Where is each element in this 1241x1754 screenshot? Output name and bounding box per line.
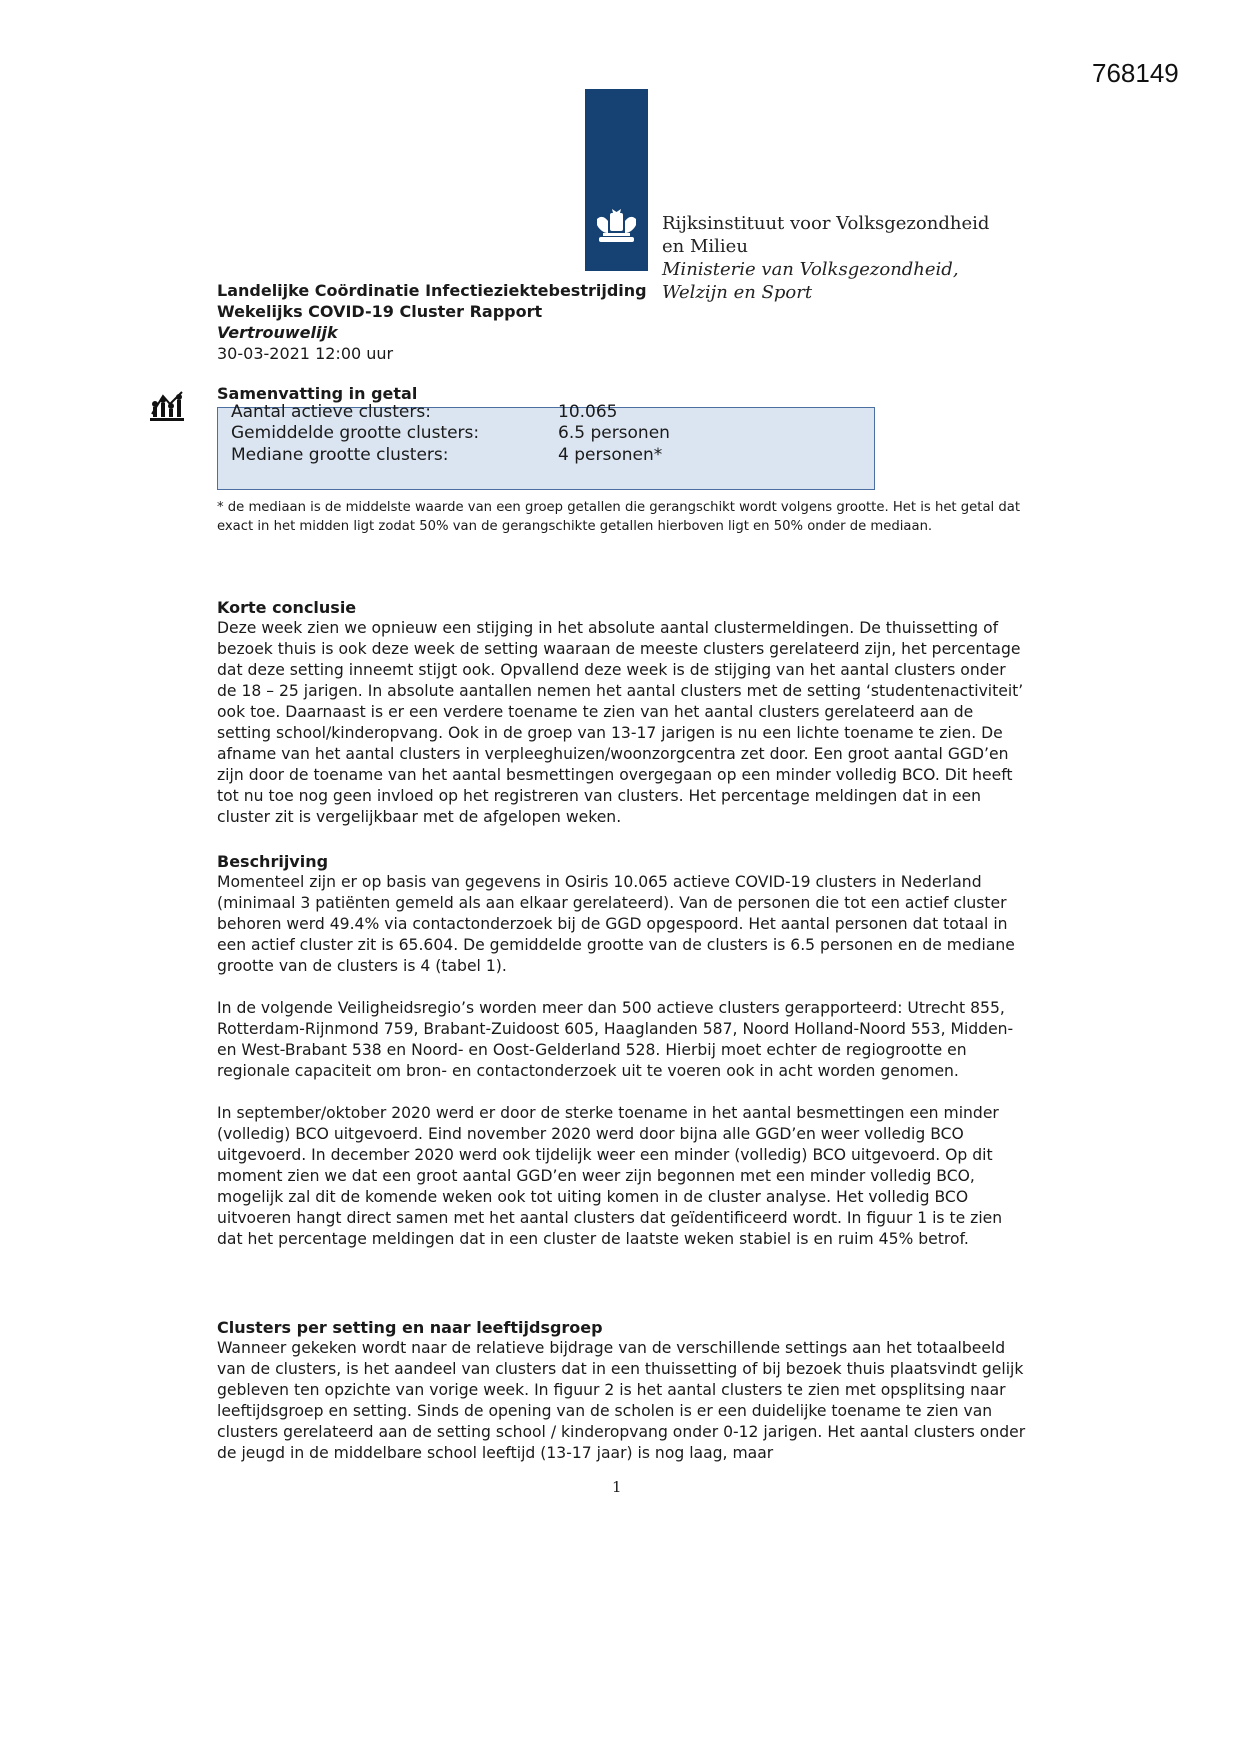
coat-of-arms-icon — [593, 207, 640, 249]
ministry-line: Ministerie van Volksgezondheid, — [662, 259, 959, 280]
summary-label: Aantal actieve clusters: — [231, 402, 431, 422]
summary-label: Gemiddelde grootte clusters: — [231, 423, 480, 443]
document-id: 768149 — [1092, 58, 1179, 88]
confidential-label: Vertrouwelijk — [217, 323, 338, 342]
section-conclusion — [217, 597, 1027, 828]
median-footnote: * de mediaan is de middelste waarde van een groep getallen die gerangschikt wordt volgens grootte. Het is het getal dat exact in het midden ligt zodat 50% van de gerangschikte getallen hierboven ligt en 50% onder de mediaan. — [217, 500, 1021, 534]
summary-value: 6.5 personen — [558, 423, 670, 443]
summary-value: 10.065 — [558, 402, 618, 422]
organization-name — [662, 212, 989, 304]
summary-row — [231, 423, 670, 443]
summary-row — [231, 402, 618, 422]
report-date: 30-03-2021 12:00 uur — [217, 344, 394, 363]
paragraph: Wanneer gekeken wordt naar de relatieve bijdrage van de verschillende settings aan het totaalbeeld van de clusters, is het aandeel van clusters dat in een thuissetting of bij bezoek thuis plaatsvindt gelijk gebleven ten opzichte van vorige week. In figuur 2 is het aantal clusters te zien met opsplitsing naar leeftijdsgroep en setting. Sinds de opening van de scholen is er een duidelijke toename te zien van clusters gerelateerd aan de setting school / kinderopvang onder 0-12 jarigen. Het aantal clusters onder de jeugd in de middelbare school leeftijd (13-17 jaar) is nog laag, maar — [217, 1339, 1026, 1462]
report-header — [217, 280, 647, 364]
paragraph: Momenteel zijn er op basis van gegevens in Osiris 10.065 actieve COVID-19 clusters in Nederland (minimaal 3 patiënten gemeld als aan elkaar gerelateerd). Van de personen die tot een actief cluster behoren werd 49.4% via contactonderzoek bij de GGD opgespoord. Het aantal personen dat totaal in een actief cluster zit is 65.604. De gemiddelde grootte van de clusters is 6.5 personen en de mediane grootte van de clusters is 4 (tabel 1). — [217, 873, 1015, 975]
section-heading: Beschrijving — [217, 852, 329, 871]
chart-people-icon — [148, 390, 186, 430]
section-description — [217, 851, 1027, 1250]
paragraph: In september/oktober 2020 werd er door de sterke toename in het aantal besmettingen een minder (volledig) BCO uitgevoerd. Eind november 2020 werd door bijna alle GGD’en weer volledig BCO uitgevoerd. In december 2020 werd ook tijdelijk weer een minder (volledig) BCO uitgevoerd. Op dit moment zien we dat een groot aantal GGD’en weer zijn begonnen met een minder volledig BCO, mogelijk zal dit de komende weken ook tot uiting komen in de cluster analyse. Het volledig BCO uitvoeren hangt direct samen met het aantal clusters dat geïdentificeerd wordt. In figuur 1 is te zien dat het percentage meldingen dat in een cluster de laatste weken stabiel is en ruim 45% betrof. — [217, 1104, 1003, 1248]
section-heading: Clusters per setting en naar leeftijdsgroep — [217, 1318, 603, 1337]
page-number: 1 — [612, 1478, 622, 1496]
ministry-line: Welzijn en Sport — [662, 282, 813, 303]
org-line: en Milieu — [662, 236, 748, 257]
summary-label: Mediane grootte clusters: — [231, 445, 449, 465]
summary-value: 4 personen* — [558, 445, 663, 465]
org-line: Rijksinstituut voor Volksgezondheid — [662, 213, 990, 234]
government-logo — [585, 89, 648, 271]
paragraph: In de volgende Veiligheidsregio’s worden meer dan 500 actieve clusters gerapporteerd: Utrecht 855, Rotterdam-Rijnmond 759, Brabant-Zuidoost 605, Haaglanden 587, Noord Holland-Noord 553, Midden- en West-Brabant 538 en Noord- en Oost-Gelderland 528. Hierbij moet echter de regiogrootte en regionale capaciteit om bron- en contactonderzoek uit te voeren ook in acht worden genomen. — [217, 999, 1014, 1080]
section-heading: Korte conclusie — [217, 598, 357, 617]
summary-title: Samenvatting in getal — [217, 384, 418, 403]
paragraph: Deze week zien we opnieuw een stijging in het absolute aantal clustermeldingen. De thuissetting of bezoek thuis is ook deze week de setting waaraan de meeste clusters gerelateerd zijn, het percentage dat deze setting inneemt stijgt ook. Opvallend deze week is de stijging van het aantal clusters onder de 18 – 25 jarigen. In absolute aantallen nemen het aantal clusters met de setting ‘studentenactiviteit’ ook toe. Daarnaast is er een verdere toename te zien van het aantal clusters gerelateerd aan de setting school/kinderopvang. Ook in de groep van 13-17 jarigen is nu een lichte toename te zien. De afname van het aantal clusters in verpleeghuizen/woonzorgcentra zet door. Een groot aantal GGD’en zijn door de toename van het aantal besmettingen overgegaan op een minder volledig BCO. Dit heeft tot nu toe nog geen invloed op het registreren van clusters. Het percentage meldingen dat in een cluster zit is vergelijkbaar met de afgelopen weken. — [217, 619, 1024, 826]
section-clusters-by-setting — [217, 1317, 1027, 1464]
header-organization: Landelijke Coördinatie Infectieziektebestrijding — [217, 281, 647, 300]
report-title: Wekelijks COVID-19 Cluster Rapport — [217, 302, 543, 321]
summary-row — [231, 445, 663, 465]
summary-box — [217, 402, 875, 490]
